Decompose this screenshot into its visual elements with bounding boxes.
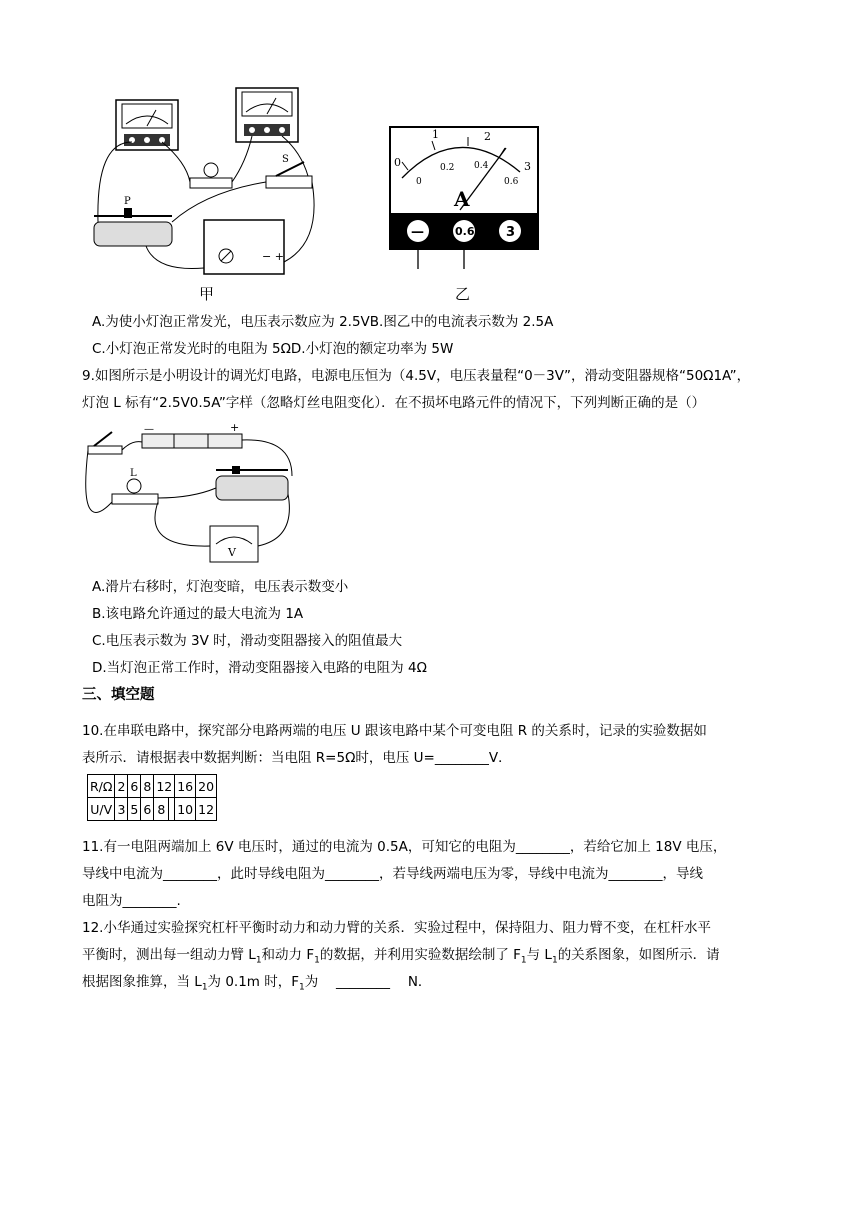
table-row bbox=[88, 775, 217, 798]
svg-text:—: — bbox=[144, 424, 154, 435]
table-cell: 8 bbox=[154, 798, 169, 821]
table-cell: 5 bbox=[128, 798, 141, 821]
q10-line2: 表所示．请根据表中数据判断：当电阻 R=5Ω时，电压 U=________V． bbox=[82, 750, 512, 766]
figure-label-jia: 甲 bbox=[199, 285, 215, 303]
q12-text: 的关系图象，如图所示．请 bbox=[557, 947, 720, 963]
q8-options-row2: C.小灯泡正常发光时的电阻为 5ΩD.小灯泡的额定功率为 5W bbox=[92, 341, 454, 357]
lamp-figure bbox=[190, 163, 232, 188]
q12-line3 bbox=[82, 971, 431, 999]
q12-line1: 12.小华通过实验探究杠杆平衡时动力和动力臂的关系．实验过程中，保持阻力、阻力臂不变，在杠杆水平 bbox=[82, 920, 711, 936]
q9-option-c: C.电压表示数为 3V 时，滑动变阻器接入的阻值最大 bbox=[92, 633, 403, 649]
figure-label-yi: 乙 bbox=[455, 285, 471, 303]
table-cell: 20 bbox=[196, 775, 217, 798]
switch-figure bbox=[266, 154, 312, 188]
table-cell: 6 bbox=[141, 798, 154, 821]
q8-options-row1: A.为使小灯泡正常发光，电压表示数应为 2.5VB.图乙中的电流表示数为 2.5A bbox=[92, 314, 554, 330]
rheostat-figure bbox=[94, 196, 172, 246]
q9-stem-line1: 9.如图所示是小明设计的调光灯电路，电源电压恒为（4.5V，电压表量程“0－3V”，滑动变阻器规格“50Ω1A”， bbox=[82, 368, 751, 384]
voltmeter-q9 bbox=[210, 526, 258, 562]
subscript: 1 bbox=[299, 982, 305, 993]
switch-q9 bbox=[88, 432, 122, 454]
q9-option-d: D.当灯泡正常工作时，滑动变阻器接入电路的电阻为 4Ω bbox=[92, 660, 427, 676]
q12-text: 的数据，并利用实验数据绘制了 F bbox=[319, 947, 521, 963]
ammeter-unit: A bbox=[454, 187, 470, 211]
switch-label: S bbox=[282, 154, 289, 165]
q9-option-a: A.滑片右移时，灯泡变暗，电压表示数变小 bbox=[92, 579, 349, 595]
table-row bbox=[88, 798, 217, 821]
q12-text: 平衡时，测出每一组动力臂 L bbox=[82, 947, 256, 963]
circuit-diagram-q9 bbox=[82, 418, 300, 570]
table-cell: 16 bbox=[175, 775, 196, 798]
ammeter-dial-yi bbox=[388, 126, 540, 271]
ammeter-terminal-3: 3 bbox=[506, 225, 516, 240]
power-supply-figure bbox=[204, 220, 284, 274]
ammeter-scale-bottom-3: 0.6 bbox=[504, 177, 519, 187]
lamp-label: L bbox=[130, 468, 137, 479]
q12-text: 为 ________ N． bbox=[304, 974, 432, 990]
subscript: 1 bbox=[201, 982, 208, 993]
ammeter-figure bbox=[236, 88, 298, 142]
q12-text: 为 0.1m 时，F bbox=[207, 974, 300, 990]
battery-figure bbox=[142, 421, 242, 448]
subscript: 1 bbox=[314, 955, 320, 966]
table-cell: 12 bbox=[154, 775, 175, 798]
q12-line2 bbox=[82, 944, 720, 972]
subscript: 1 bbox=[551, 955, 558, 966]
ammeter-scale-top-3: 3 bbox=[524, 160, 531, 173]
table-cell: 8 bbox=[141, 775, 154, 798]
voltmeter-label: V bbox=[228, 546, 236, 559]
ammeter-terminal-06: 0.6 bbox=[455, 225, 475, 238]
table-cell: U/V bbox=[88, 798, 115, 821]
table-cell: 12 bbox=[196, 798, 217, 821]
table-cell: 6 bbox=[128, 775, 141, 798]
q9-option-b: B.该电路允许通过的最大电流为 1A bbox=[92, 606, 304, 622]
ammeter-scale-top-2: 2 bbox=[484, 130, 491, 143]
battery-plus: + bbox=[230, 421, 240, 434]
table-cell: 10 bbox=[175, 798, 196, 821]
q11-line2: 导线中电流为________，此时导线电阻为________，若导线两端电压为零，导线中电流为________，导线 bbox=[82, 866, 703, 882]
table-cell: 3 bbox=[115, 798, 128, 821]
ammeter-scale-top-1: 1 bbox=[432, 128, 439, 141]
q12-text: 根据图象推算，当 L bbox=[82, 974, 202, 990]
q11-line1: 11.有一电阻两端加上 6V 电压时，通过的电流为 0.5A，可知它的电阻为________，若给它加上 18V 电压， bbox=[82, 839, 727, 855]
lamp-q9 bbox=[112, 468, 158, 504]
ammeter-scale-bottom-2: 0.4 bbox=[474, 161, 489, 171]
subscript: 1 bbox=[520, 955, 527, 966]
q9-stem-line2: 灯泡 L 标有“2.5V0.5A”字样（忽略灯丝电阻变化）．在不损坏电路元件的情况下，下列判断正确的是（） bbox=[82, 395, 706, 411]
q12-text: 与 L bbox=[526, 947, 552, 963]
ammeter-scale-bottom-0: 0 bbox=[416, 177, 422, 187]
svg-text:− +: − + bbox=[262, 250, 284, 263]
table-cell: R/Ω bbox=[88, 775, 115, 798]
rheostat-label: P bbox=[124, 196, 131, 207]
table-cell: 2 bbox=[115, 775, 128, 798]
section-heading: 三、填空题 bbox=[82, 687, 155, 703]
rheostat-q9 bbox=[216, 466, 288, 500]
ammeter-scale-bottom-1: 0.2 bbox=[440, 163, 455, 173]
ammeter-scale-top-0: 0 bbox=[394, 156, 401, 169]
q12-text: 和动力 F bbox=[261, 947, 315, 963]
q10-data-table bbox=[87, 774, 217, 821]
subscript: 1 bbox=[255, 955, 262, 966]
circuit-diagram-jia bbox=[86, 82, 326, 282]
q10-line1: 10.在串联电路中，探究部分电路两端的电压 U 跟该电路中某个可变电阻 R 的关系时，记录的实验数据如 bbox=[82, 723, 707, 739]
q11-line3: 电阻为________. bbox=[82, 893, 181, 909]
ammeter-terminal-neg: — bbox=[411, 225, 424, 240]
